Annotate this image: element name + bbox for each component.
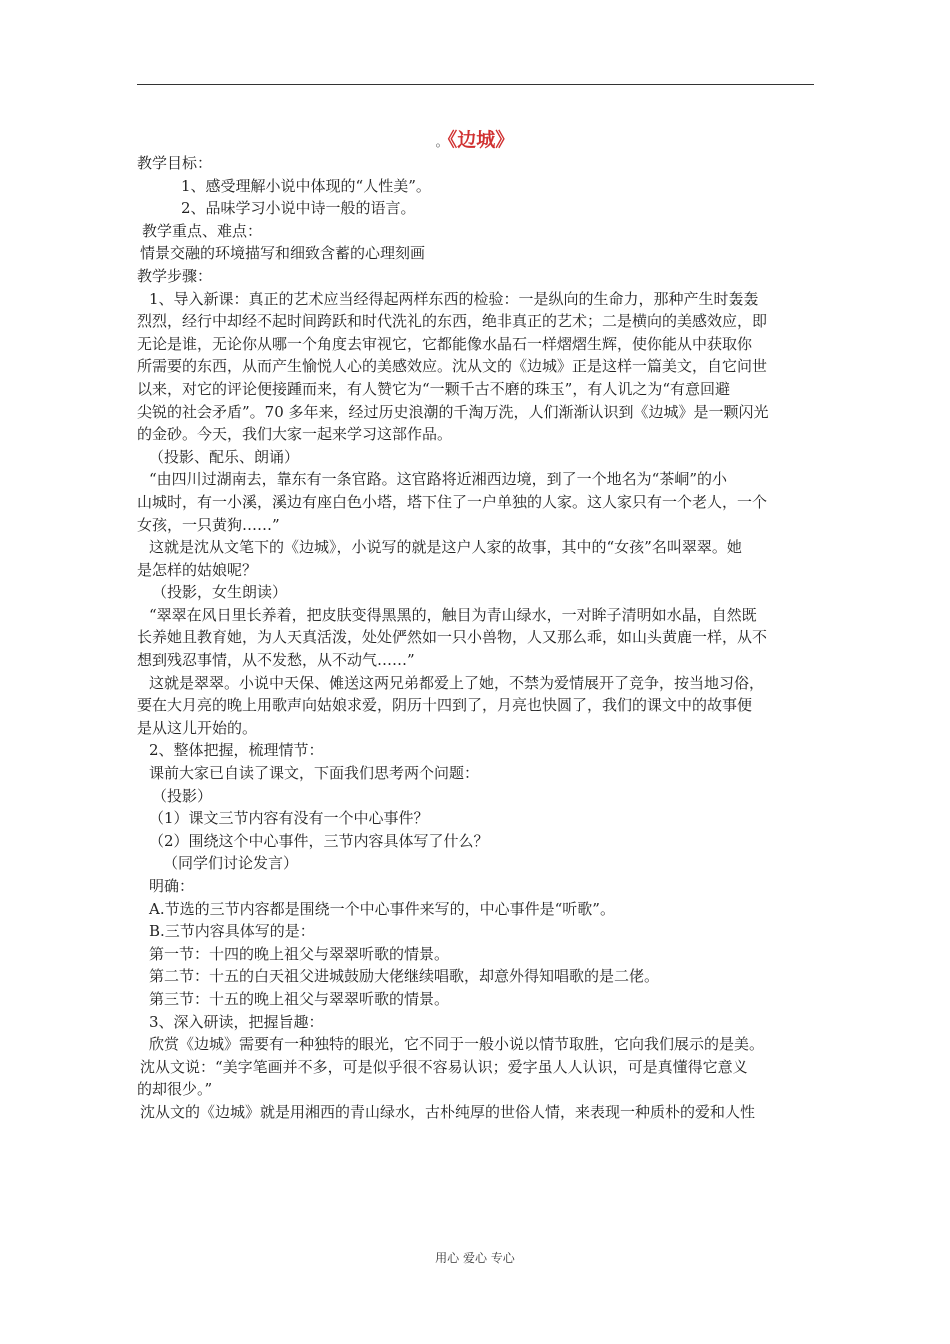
title-mark: 。 — [435, 135, 448, 149]
body-line: 是从这儿开始的。 — [137, 718, 258, 737]
body-line: （投影） — [152, 786, 213, 805]
body-line: 尖锐的社会矛盾”。70 多年来，经过历史浪潮的千淘万洗，人们渐渐认识到《边城》是一颗闪光 — [137, 402, 769, 421]
body-line: 教学重点、难点： — [142, 221, 263, 240]
body-line: 1、感受理解小说中体现的“人性美”。 — [181, 176, 431, 195]
body-line: 欣赏《边城》需要有一种独特的眼光，它不同于一般小说以情节取胜，它向我们展示的是美。 — [149, 1035, 765, 1054]
body-line: 沈从文的《边城》就是用湘西的青山绿水，古朴纯厚的世俗人情，来表现一种质朴的爱和人性 — [140, 1102, 756, 1121]
body-line: 情景交融的环境描写和细致含蓄的心理刻画 — [140, 244, 426, 263]
body-line: 女孩，一只黄狗……” — [137, 515, 280, 534]
body-line: A.节选的三节内容都是围绕一个中心事件来写的，中心事件是“听歌”。 — [149, 899, 615, 918]
title-text: 《边城》 — [447, 129, 515, 151]
body-line: 这就是沈从文笔下的《边城》，小说写的就是这户人家的故事，其中的“女孩”名叫翠翠。她 — [149, 538, 742, 557]
body-line: “翠翠在风日里长养着，把皮肤变得黑黑的，触目为青山绿水，一对眸子清明如水晶，自然既 — [149, 605, 757, 624]
body-line: 以来，对它的评论便接踵而来，有人赞它为“一颗千古不磨的珠玉”，有人讥之为“有意回避 — [137, 379, 731, 398]
body-line: 要在大月亮的晚上用歌声向姑娘求爱，阴历十四到了，月亮也快圆了，我们的课文中的故事便 — [137, 696, 753, 715]
body-line: 想到残忍事情，从不发愁，从不动气……” — [137, 651, 415, 670]
body-line: 教学目标： — [137, 154, 213, 172]
body-line: 3、深入研读，把握旨趣： — [149, 1012, 324, 1031]
body-line: 烈烈，经行中却经不起时间跨跃和时代洗礼的东西，绝非真正的艺术；二是横向的美感效应，即 — [137, 312, 768, 331]
body-line: 的却很少。” — [137, 1080, 213, 1099]
body-line: 长养她且教育她，为人天真活泼，处处俨然如一只小兽物，人又那么乖，如山头黄鹿一样，从不 — [137, 628, 768, 647]
page-footer: 用心 爱心 专心 — [435, 1251, 515, 1265]
body-line: （投影、配乐、朗诵） — [149, 447, 300, 466]
body-line: B.三节内容具体写的是： — [149, 922, 315, 941]
body-line: 无论是谁，无论你从哪一个角度去审视它，它都能像水晶石一样熠熠生辉，使你能从中获取你 — [137, 334, 753, 353]
body-line: （1）课文三节内容有没有一个中心事件？ — [149, 809, 429, 828]
body-line: 山城时，有一小溪，溪边有座白色小塔，塔下住了一户单独的人家。这人家只有一个老人，一个 — [137, 492, 768, 511]
body-line: 教学步骤： — [137, 266, 213, 285]
body-line: 课前大家已自读了课文，下面我们思考两个问题： — [149, 764, 480, 783]
body-line: “由四川过湖南去，靠东有一条官路。这官路将近湘西边境，到了一个地名为“茶峒”的小 — [149, 470, 728, 489]
body-line: 第一节：十四的晚上祖父与翠翠听歌的情景。 — [149, 944, 450, 963]
body-line: 沈从文说：“美字笔画并不多，可是似乎很不容易认识；爱字虽人人认识，可是真懂得它意义 — [140, 1057, 748, 1076]
body-line: （同学们讨论发言） — [163, 854, 299, 873]
body-line: 是怎样的姑娘呢？ — [137, 560, 258, 579]
body-line: 明确： — [149, 877, 195, 895]
body-line: 第三节：十五的晚上祖父与翠翠听歌的情景。 — [149, 989, 450, 1008]
body-line: 2、品味学习小说中诗一般的语言。 — [181, 199, 416, 218]
body-line: 2、整体把握，梳理情节： — [149, 741, 324, 760]
body-line: 第二节：十五的白天祖父进城鼓励大佬继续唱歌，却意外得知唱歌的是二佬。 — [149, 967, 660, 986]
page-title — [0, 125, 950, 152]
body-line: 这就是翠翠。小说中天保、傩送这两兄弟都爱上了她，不禁为爱情展开了竞争，按当地习俗， — [149, 673, 765, 692]
body-line: 所需要的东西，从而产生愉悦人心的美感效应。沈从文的《边城》正是这样一篇美文，自它问世 — [137, 357, 768, 376]
body-line: 1、导入新课：真正的艺术应当经得起两样东西的检验：一是纵向的生命力，那种产生时轰轰 — [149, 289, 759, 308]
body-line: （投影，女生朗读） — [152, 583, 288, 602]
document-body — [137, 152, 817, 1124]
body-line: 的金砂。今天，我们大家一起来学习这部作品。 — [137, 425, 453, 444]
body-line: （2）围绕这个中心事件，三节内容具体写了什么？ — [149, 831, 489, 850]
header-rule — [137, 84, 814, 85]
